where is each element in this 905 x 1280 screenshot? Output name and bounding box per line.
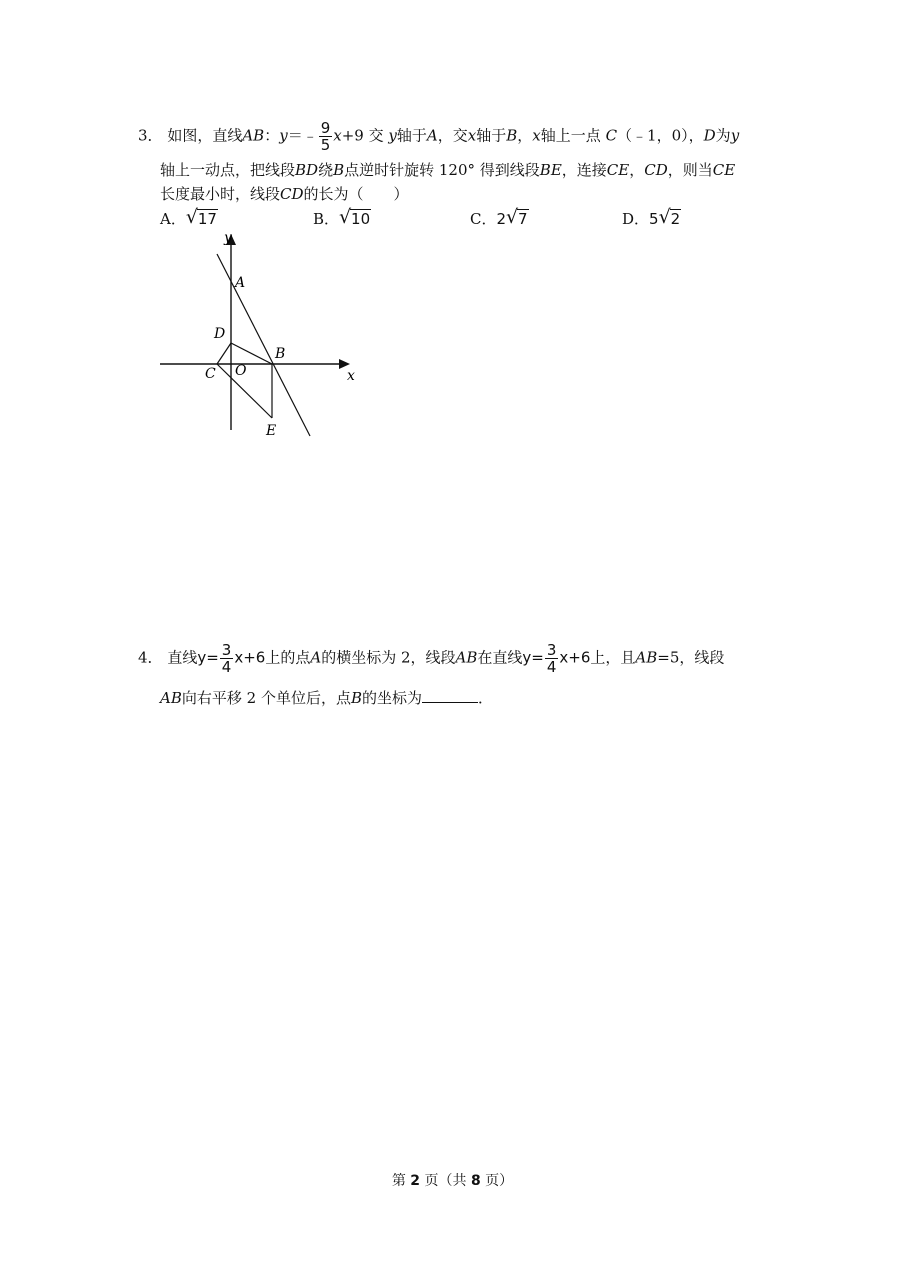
- footer-total: 8: [470, 1173, 481, 1189]
- q4-fraction: [220, 642, 234, 675]
- footer-mid: 页（共: [424, 1173, 467, 1189]
- q3-l2b: 绕: [318, 161, 334, 179]
- q3-text: 如图，直线: [167, 126, 243, 145]
- option-c-value: 7: [518, 210, 528, 228]
- segment-cd: [217, 343, 231, 364]
- q3-line-2: [160, 160, 735, 180]
- label-a: A: [235, 275, 246, 291]
- q4-A: A: [310, 648, 322, 667]
- label-e: E: [266, 423, 277, 439]
- q4-t6: =5，线段: [657, 648, 725, 667]
- q4-AB-2: AB: [635, 648, 658, 667]
- q3-ab: AB: [242, 126, 265, 145]
- q3-y-2: y: [730, 126, 740, 145]
- q4-x6: x+6: [234, 648, 266, 667]
- q3-l2d: ，连接: [561, 161, 607, 179]
- q3-CD-2: CD: [280, 185, 304, 203]
- q4-fraction-2: [545, 642, 559, 675]
- q3-colon: ：: [264, 126, 280, 145]
- segment-db: [231, 343, 272, 364]
- option-a-sqrt: [185, 206, 218, 228]
- q4-B: B: [350, 689, 362, 707]
- q3-x-axis-2: x: [532, 126, 541, 145]
- q4-frac-den: 4: [221, 658, 232, 676]
- q3-l3a: 长度最小时，线段: [160, 185, 281, 203]
- q3-eq: ＝﹣: [287, 126, 318, 145]
- q4-number: 4．: [138, 648, 163, 667]
- q3-C: C: [605, 126, 618, 145]
- q4-end: ．: [478, 689, 494, 707]
- radical-icon: √: [339, 206, 352, 228]
- option-c-coef: 2: [496, 210, 507, 228]
- footer-page: 2: [410, 1173, 421, 1189]
- q3-frac-num: 9: [320, 119, 331, 137]
- answer-blank[interactable]: [422, 688, 478, 703]
- q3-D: D: [703, 126, 716, 145]
- q3-l2c: 点逆时针旋转 120° 得到线段: [344, 161, 540, 179]
- q4-t5: 上，且: [590, 648, 636, 667]
- q4-t3: 的横坐标为 2，线段: [321, 648, 456, 667]
- q3-B: B: [506, 126, 518, 145]
- q3-x: x: [333, 126, 342, 145]
- q3-coord: （﹣1，0），: [617, 126, 704, 145]
- q4-t1: 直线: [167, 648, 198, 667]
- option-b[interactable]: [313, 208, 371, 229]
- q4-frac-num: 3: [221, 641, 232, 659]
- q3-CE: CE: [606, 161, 630, 179]
- radical-icon: √: [185, 206, 198, 228]
- option-b-value: 10: [351, 210, 371, 228]
- q3-B-2: B: [333, 161, 345, 179]
- option-d-value: 2: [670, 210, 681, 228]
- page-footer: [0, 1170, 905, 1190]
- q3-t1: 轴于: [396, 126, 427, 145]
- q3-x-axis: x: [467, 126, 477, 145]
- label-d: D: [214, 326, 226, 342]
- q3-fraction: [319, 120, 333, 153]
- option-d[interactable]: [622, 208, 681, 229]
- option-b-label: B．: [313, 210, 340, 228]
- q4-line-1: [138, 642, 724, 675]
- q4-line-2: [160, 688, 493, 708]
- label-o: O: [235, 363, 247, 379]
- option-b-sqrt: [339, 206, 371, 228]
- q3-l2e: ，: [629, 161, 645, 179]
- q4-y-eq-2: y=: [522, 648, 544, 667]
- label-y: y: [224, 230, 232, 246]
- q4-l2b: 的坐标为: [361, 689, 422, 707]
- label-b: B: [275, 346, 286, 362]
- q3-t6: 为: [715, 126, 731, 145]
- q3-y-axis: y: [388, 126, 397, 145]
- q4-x6-2: x+6: [559, 648, 591, 667]
- footer-pre: 第: [391, 1173, 406, 1189]
- footer-post: 页）: [485, 1173, 514, 1189]
- label-x: x: [347, 368, 355, 384]
- q3-frac-den: 5: [320, 136, 331, 154]
- q3-t4: ，: [517, 126, 533, 145]
- q3-A: A: [426, 126, 438, 145]
- q4-AB: AB: [455, 648, 478, 667]
- label-c: C: [205, 366, 216, 382]
- q3-t5: 轴上一点: [540, 126, 601, 145]
- q3-line-3: [160, 184, 409, 204]
- option-a[interactable]: [160, 208, 218, 229]
- q3-t3: 轴于: [476, 126, 507, 145]
- option-c-label: C．: [470, 210, 497, 228]
- q4-frac-num-2: 3: [546, 641, 557, 659]
- option-d-coef: 5: [649, 210, 659, 228]
- q4-t4: 在直线: [477, 648, 523, 667]
- q3-BD: BD: [295, 161, 319, 179]
- q3-BE: BE: [539, 161, 562, 179]
- q3-y: y: [279, 126, 288, 145]
- q3-line-1: [138, 120, 739, 153]
- q4-frac-den-2: 4: [546, 658, 557, 676]
- option-a-value: 17: [197, 210, 217, 228]
- q3-plus9: +9 交: [341, 126, 384, 145]
- option-d-sqrt: [658, 206, 682, 228]
- q3-number: 3．: [138, 126, 163, 145]
- geometry-figure: [150, 228, 370, 448]
- radical-icon: √: [506, 206, 519, 228]
- q4-t2: 上的点: [265, 648, 311, 667]
- q3-l3b: 的长为（ ）: [303, 185, 409, 203]
- q3-t2: ，交: [437, 126, 468, 145]
- option-c-sqrt: [506, 206, 529, 228]
- q4-l2: 向右平移 2 个单位后，点: [181, 689, 351, 707]
- option-d-label: D．: [622, 210, 650, 228]
- q3-l2a: 轴上一动点，把线段: [160, 161, 296, 179]
- option-a-label: A．: [160, 210, 186, 228]
- q4-AB-3: AB: [160, 689, 182, 707]
- q3-CE-2: CE: [712, 161, 736, 179]
- q3-CD: CD: [644, 161, 668, 179]
- q4-y-eq: y=: [197, 648, 219, 667]
- option-c[interactable]: [470, 208, 529, 229]
- q3-l2f: ，则当: [667, 161, 713, 179]
- radical-icon: √: [658, 206, 671, 228]
